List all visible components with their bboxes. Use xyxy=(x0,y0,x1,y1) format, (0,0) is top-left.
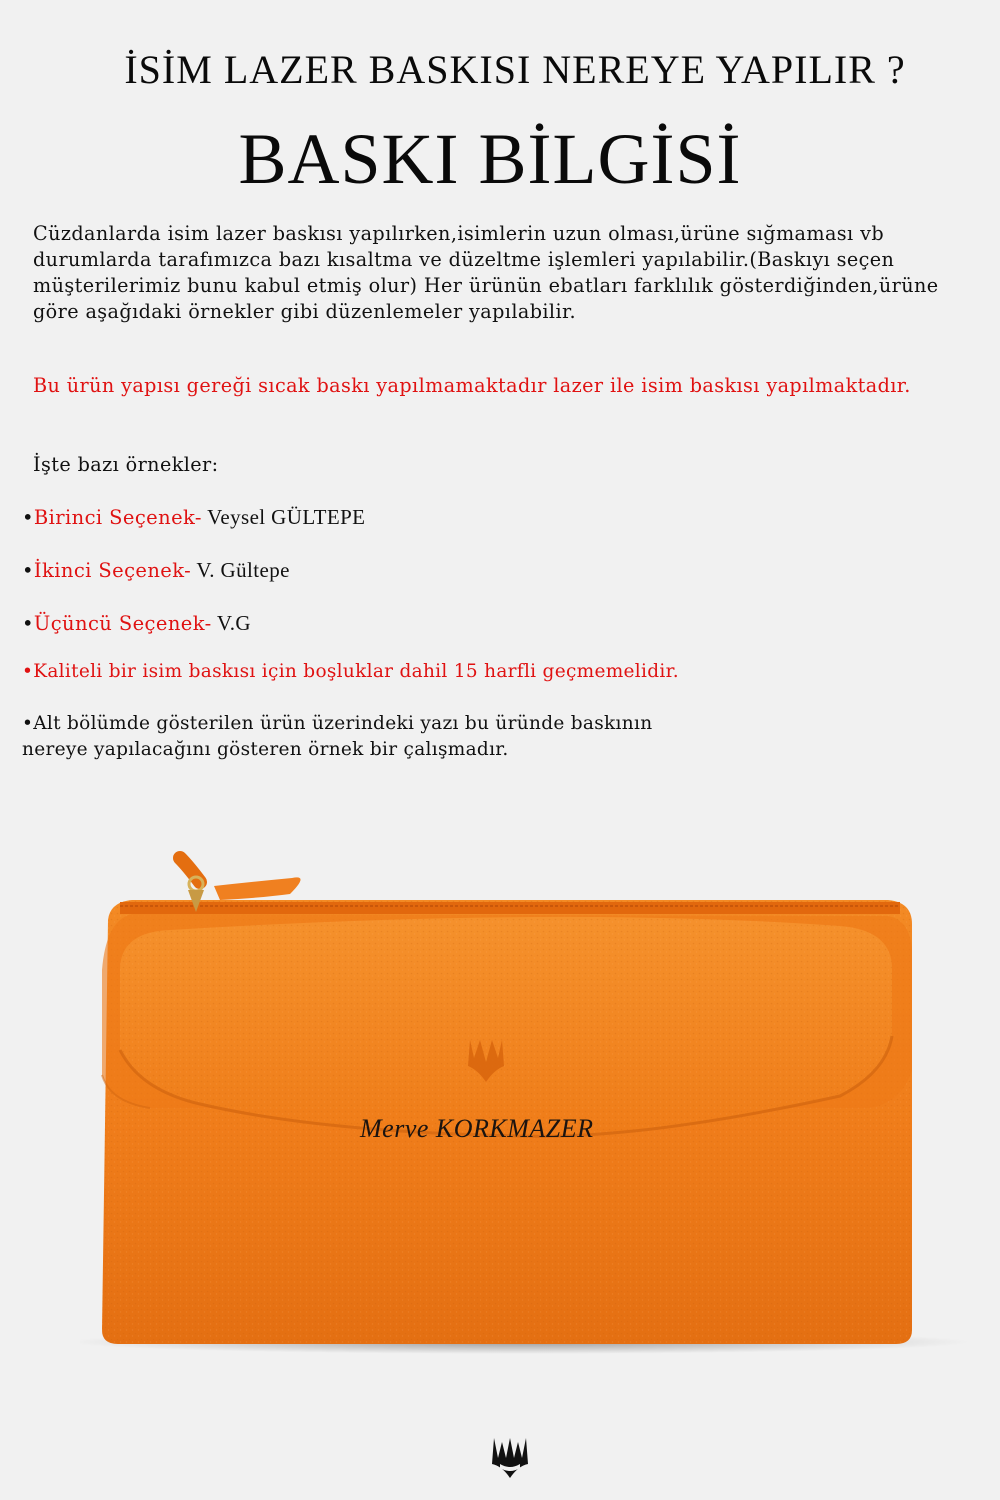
brand-logo-icon xyxy=(490,1436,530,1480)
option-third xyxy=(22,611,251,636)
examples-heading: İşte bazı örnekler: xyxy=(33,453,219,476)
option-bullet: • xyxy=(22,612,34,635)
notice-paragraph: Bu ürün yapısı gereği sıcak baskı yapılmamaktadır lazer ile isim baskısı yapılmaktadır. xyxy=(33,374,911,397)
option-bullet: • xyxy=(22,506,34,529)
option-first xyxy=(22,505,365,530)
option-value: V. Gültepe xyxy=(191,558,290,582)
engraved-name: Merve KORKMAZER xyxy=(360,1114,594,1143)
option-second xyxy=(22,558,290,583)
option-label: Birinci Seçenek- xyxy=(33,506,202,529)
zipper-track xyxy=(120,902,900,914)
option-label: İkinci Seçenek- xyxy=(33,559,192,582)
example-note-line: •Alt bölümde gösterilen ürün üzerindeki yazı bu üründe baskının xyxy=(22,713,653,734)
page-title: BASKI BİLGİSİ xyxy=(238,119,742,199)
character-limit-rule: •Kaliteli bir isim baskısı için boşluklar dahil 15 harfli geçmemelidir. xyxy=(22,661,679,682)
option-bullet: • xyxy=(22,559,34,582)
example-note xyxy=(22,711,822,763)
option-value: V.G xyxy=(211,611,251,635)
intro-paragraph: Cüzdanlarda isim lazer baskısı yapılırken,isimlerin uzun olması,ürüne sığmaması vb durumlarda tarafımızca bazı kısaltma ve düzeltme işlemleri yapılabilir.(Baskıyı seçen müşterilerimiz bunu kabul etmiş olur) Her ürünün ebatları farklılık gösterdiğinden,ürüne göre aşağıdaki örnekler gibi düzenlemeler yapılabilir. xyxy=(33,222,939,323)
option-value: Veysel GÜLTEPE xyxy=(201,505,366,529)
wallet-image xyxy=(80,840,980,1360)
question-heading: İSİM LAZER BASKISI NEREYE YAPILIR ? xyxy=(124,47,906,92)
example-note-line: nereye yapılacağını gösteren örnek bir çalışmadır. xyxy=(22,739,509,760)
option-label: Üçüncü Seçenek- xyxy=(33,612,212,635)
